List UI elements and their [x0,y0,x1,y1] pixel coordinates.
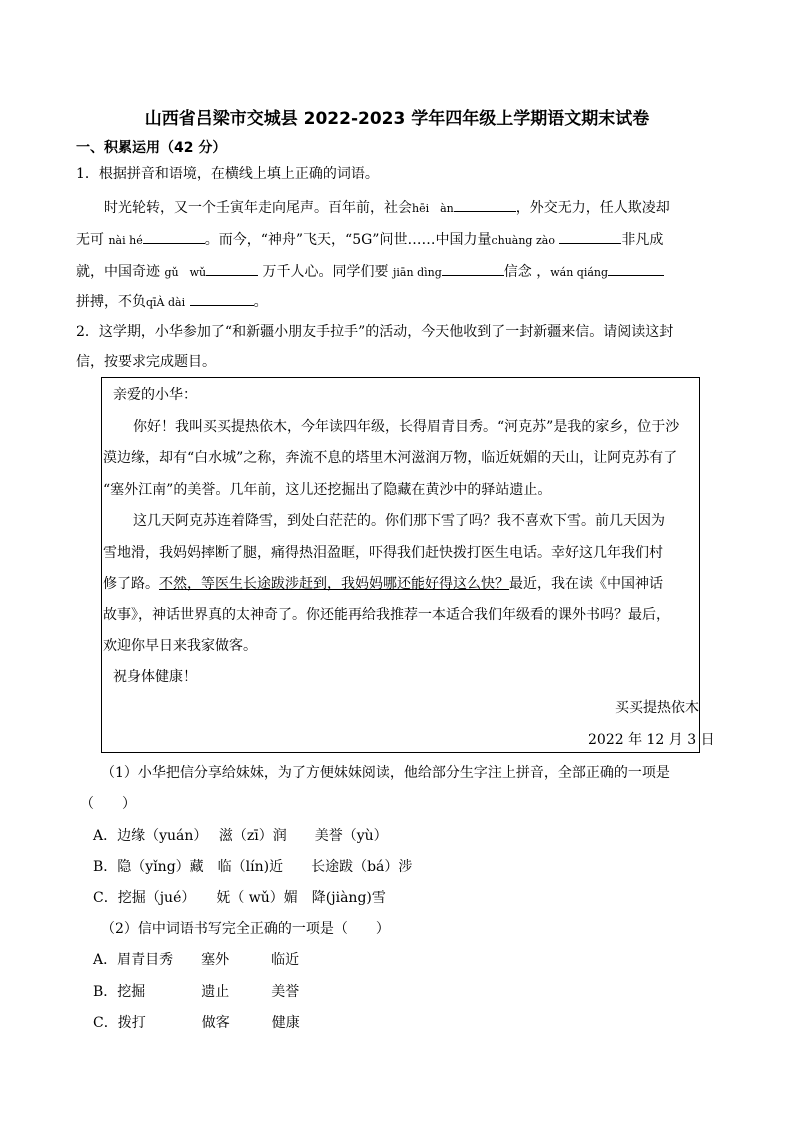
pinyin-gu-wu: gǔ wǔ [164,266,207,279]
q1-line-1: 时光轮转，又一个壬寅年走向尾声。百年前，社会hēi àn ，外交无力，任人欺凌却 [104,196,670,219]
letter-date: 2022 年 12 月 3 日 [588,732,715,748]
sub-question-2-option-c[interactable]: C．拨打 做客 健康 [93,1015,300,1031]
answer-blank[interactable] [190,290,254,306]
letter-paragraph-2-line-3: 修了路。不然，等医生长途跋涉赶到，我妈妈哪还能好得这么快？最近，我在读《中国神话 [103,576,663,592]
answer-blank[interactable] [206,260,258,276]
sub-question-2-option-b[interactable]: B．挖掘 遗止 美誉 [93,984,300,1000]
underlined-sentence: 不然，等医生长途跋涉赶到，我妈妈哪还能好得这么快？ [159,576,509,592]
q1-line-3: 就，中国奇迹 gǔ wǔ 万千人心。同学们要 jiān dìng 信念 ，wán qiáng [76,260,664,283]
sub-question-2-option-a[interactable]: A．眉青目秀 塞外 临近 [93,952,300,968]
pinyin-wan-qiang: wán qiáng [550,266,609,279]
page-title: 山西省吕梁市交城县 2022-2023 学年四年级上学期语文期末试卷 [144,109,650,129]
letter-greeting: 亲爱的小华： [113,387,197,403]
letter-paragraph-2-line-5: 欢迎你早日来我家做客。 [103,638,257,654]
letter-paragraph-1-line-2: 漠边缘，却有“白水城”之称，奔流不息的塔里木河滋润万物，临近妩媚的天山，让阿克苏有了 [103,450,678,466]
sub-question-1-option-a[interactable]: A．边缘（yuán） 滋（zī）润 美誉（yù） [93,828,388,844]
sub-question-2-stem: （2）信中词语书写完全正确的一项是（ ） [101,921,390,937]
answer-blank[interactable] [442,260,504,276]
answer-blank[interactable] [559,228,621,244]
pinyin-jian-ding: jiān dìng [393,266,442,279]
sub-question-1-option-b[interactable]: B．隐（yǐng）藏 临（lín)近 长途跋（bá）涉 [93,859,413,875]
q1-line-2: 无可 nài hé 。而今，“神舟”飞天，“5G”问世……中国力量chuàng zào 非凡成 [76,228,663,251]
pinyin-chuang-zao: chuàng zào [491,234,555,247]
pinyin-qi-dai: qīÀ dài [146,296,186,309]
q1-line-4: 拼搏，不负qīÀ dài 。 [76,290,268,313]
letter-signature: 买买提热依木 [615,700,699,716]
question-2-stem-line-2: 信，按要求完成题目。 [76,354,216,370]
question-1-stem: 1．根据拼音和语境，在横线上填上正确的词语。 [76,166,379,182]
answer-blank[interactable] [454,196,516,212]
sub-question-1-option-c[interactable]: C．挖掘（jué） 妩（ wǔ）媚 降(jiàng)雪 [93,890,386,906]
sub-question-1-stem-line-2: （ ） [80,796,136,812]
sub-question-1-stem-line-1: （1）小华把信分享给妹妹，为了方便妹妹阅读，他给部分生字注上拼音，全部正确的一项是 [101,765,670,781]
letter-paragraph-1-line-3: “塞外江南”的美誉。几年前，这儿还挖掘出了隐藏在黄沙中的驿站遗止。 [103,482,552,498]
answer-blank[interactable] [608,260,664,276]
section-heading: 一、积累运用（42 分） [76,140,227,156]
pinyin-hei-an: hēi àn [412,202,454,215]
question-2-stem-line-1: 2．这学期，小华参加了“和新疆小朋友手拉手”的活动，今天他收到了一封新疆来信。请阅读这封 [76,324,674,340]
letter-paragraph-2-line-1: 这几天阿克苏连着降雪，到处白茫茫的。你们那下雪了吗？我不喜欢下雪。前几天因为 [133,513,665,529]
letter-paragraph-2-line-4: 故事》，神话世界真的太神奇了。你还能再给我推荐一本适合我们年级看的课外书吗？最后， [103,607,670,623]
pinyin-nai-he: nài hé [108,234,143,247]
letter-paragraph-2-line-2: 雪地滑，我妈妈摔断了腿，痛得热泪盈眶，吓得我们赶快拨打医生电话。幸好这几年我们村 [103,545,663,561]
answer-blank[interactable] [143,228,205,244]
letter-paragraph-1-line-1: 你好！我叫买买提热依木，今年读四年级，长得眉青目秀。“河克苏”是我的家乡，位于沙 [133,419,680,435]
letter-closing: 祝身体健康！ [113,669,197,685]
